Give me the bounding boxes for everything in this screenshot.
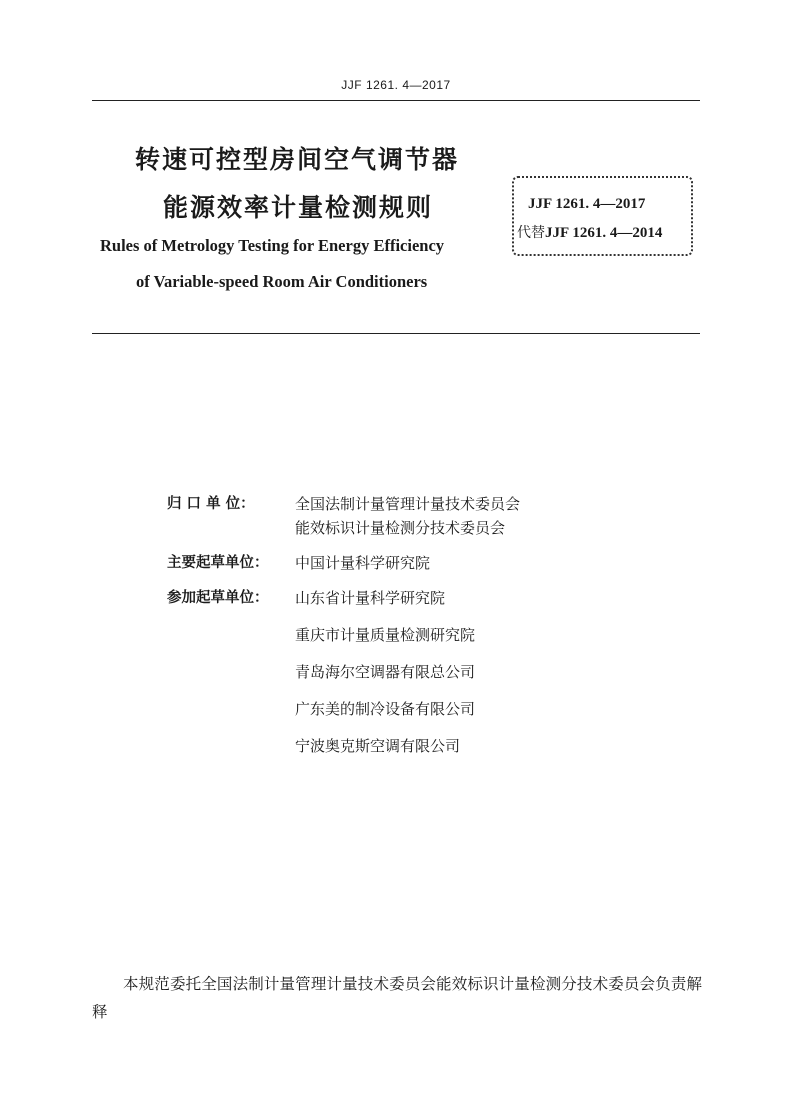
main-drafting-label: 主要起草单位： (167, 555, 269, 571)
participating-label: 参加起草单位： (167, 590, 269, 606)
participating-org: 广东美的制冷设备有限公司 (295, 700, 476, 718)
title-rule (92, 333, 700, 334)
main-drafting-org: 中国计量科学研究院 (295, 554, 431, 572)
standard-code: JJF 1261. 4—2017 (528, 196, 646, 212)
participating-org: 青岛海尔空调器有限总公司 (295, 663, 476, 681)
main-drafting-row (167, 551, 520, 575)
participating-org: 重庆市计量质量检测研究院 (295, 626, 476, 644)
title-cn-line2: 能源效率计量检测规则 (163, 193, 434, 222)
replaces-code: JJF 1261. 4—2014 (545, 225, 663, 241)
participating-org: 山东省计量科学研究院 (295, 589, 446, 607)
header-rule (92, 100, 700, 101)
running-header-code: JJF 1261. 4—2017 (341, 78, 451, 92)
responsible-org: 能效标识计量检测分技术委员会 (295, 519, 506, 537)
organizations-block (167, 492, 520, 782)
title-cn-line1: 转速可控型房间空气调节器 (135, 145, 460, 174)
responsible-org-row (167, 492, 520, 540)
interpretation-note: 本规范委托全国法制计量管理计量技术委员会能效标识计量检测分技术委员会负责解释 (92, 975, 702, 1021)
responsible-org-label: 归 口 单 位： (167, 496, 255, 512)
title-en-line2: of Variable-speed Room Air Conditioners (136, 272, 428, 291)
standard-code-box (512, 176, 693, 256)
replaces-line (517, 222, 662, 242)
responsible-org: 全国法制计量管理计量技术委员会 (295, 495, 521, 513)
title-en-line1: Rules of Metrology Testing for Energy Efficiency (100, 236, 445, 255)
participating-org: 宁波奥克斯空调有限公司 (295, 737, 461, 755)
replaces-label: 代替 (517, 225, 545, 241)
participating-row (167, 586, 520, 771)
